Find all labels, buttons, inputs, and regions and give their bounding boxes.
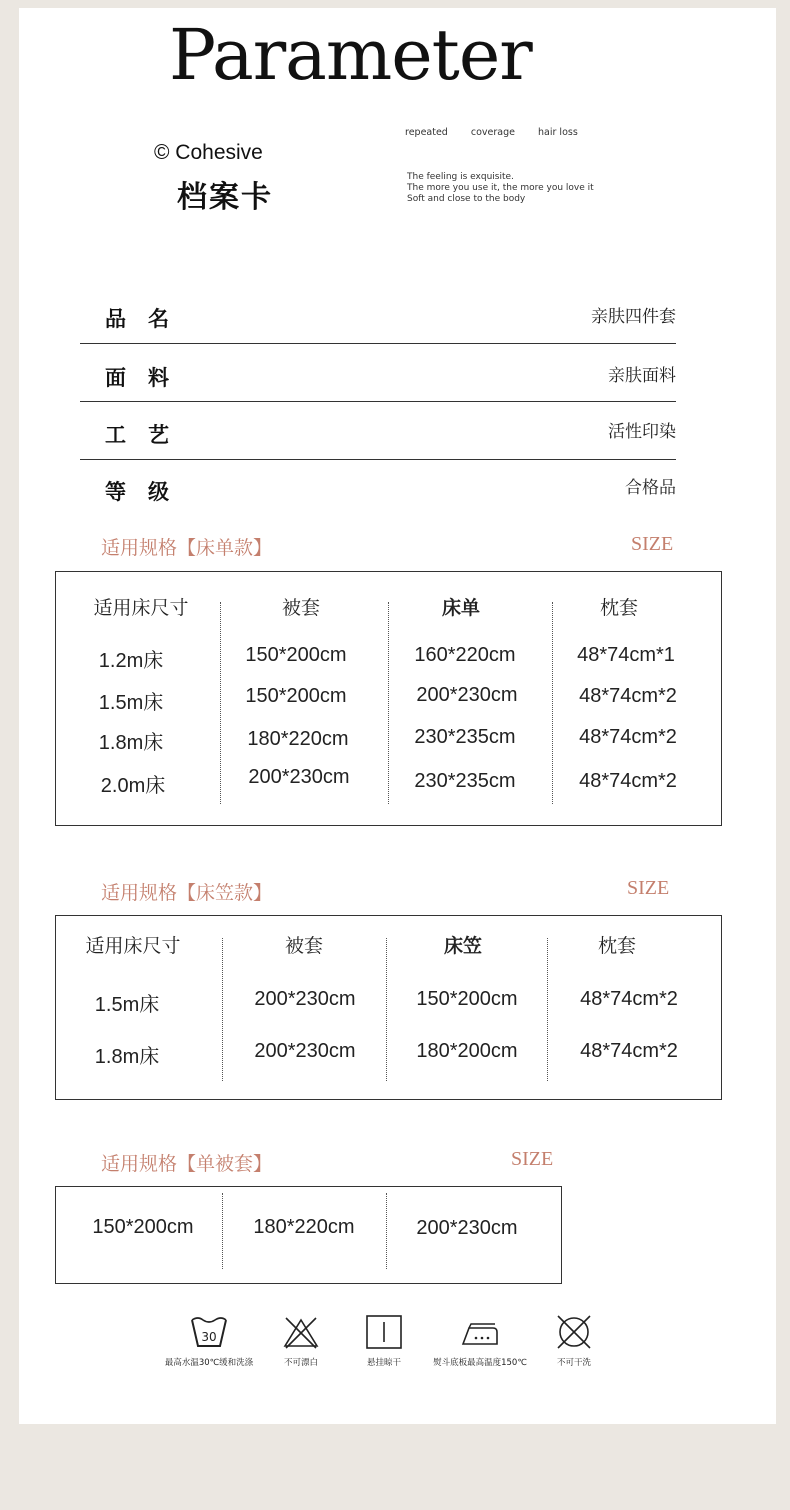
card-name: 档案卡 bbox=[177, 180, 273, 215]
param-value: 活性印染 bbox=[608, 422, 676, 442]
care-item-wash bbox=[157, 1314, 261, 1368]
care-label: 不可漂白 bbox=[283, 1358, 318, 1368]
care-item-iron bbox=[429, 1314, 531, 1368]
table-cell: 48*74cm*1 bbox=[577, 644, 675, 666]
column-divider bbox=[547, 938, 548, 1081]
no-dry-clean-icon bbox=[554, 1314, 594, 1350]
table-cell: 48*74cm*2 bbox=[579, 726, 677, 748]
flat-sheet-section-title: 适用规格【床单款】 bbox=[101, 537, 273, 559]
param-label: 面料 bbox=[105, 366, 191, 390]
slogan-line: The more you use it, the more you love it bbox=[407, 183, 594, 193]
table-cell: 160*220cm bbox=[414, 644, 516, 666]
table-header: 床笠 bbox=[443, 935, 482, 957]
slogan-line: The feeling is exquisite. bbox=[407, 172, 514, 182]
table-header: 床单 bbox=[441, 597, 480, 619]
fitted-sheet-section-title: 适用规格【床笠款】 bbox=[101, 882, 273, 904]
slogan bbox=[407, 172, 594, 205]
flat-sheet-size-label: SIZE bbox=[631, 533, 674, 555]
table-cell: 48*74cm*2 bbox=[580, 1040, 678, 1062]
tag-item: hair loss bbox=[538, 127, 578, 138]
table-cell: 1.2m床 bbox=[98, 650, 164, 672]
table-cell: 180*200cm bbox=[416, 1040, 518, 1062]
no-bleach-icon bbox=[281, 1314, 321, 1350]
param-row-process bbox=[80, 402, 676, 460]
care-label: 悬挂晾干 bbox=[366, 1358, 401, 1368]
table-cell: 2.0m床 bbox=[100, 775, 166, 797]
slogan-line: Soft and close to the body bbox=[407, 194, 526, 204]
table-cell: 48*74cm*2 bbox=[580, 988, 678, 1010]
param-value: 亲肤面料 bbox=[608, 366, 676, 386]
table-cell: 180*220cm bbox=[253, 1216, 355, 1238]
fitted-sheet-size-label: SIZE bbox=[627, 877, 670, 899]
iron-150-icon bbox=[460, 1314, 500, 1350]
tag-item: coverage bbox=[470, 127, 515, 138]
param-value: 合格品 bbox=[625, 478, 676, 498]
wash-30-icon bbox=[189, 1314, 229, 1350]
table-cell: 48*74cm*2 bbox=[579, 770, 677, 792]
table-cell: 150*200cm bbox=[416, 988, 518, 1010]
care-item-bleach bbox=[274, 1314, 328, 1368]
table-cell: 1.5m床 bbox=[98, 692, 164, 714]
table-cell: 1.5m床 bbox=[94, 994, 160, 1016]
wash-temp-text: 30 bbox=[201, 1330, 217, 1344]
care-label: 不可干洗 bbox=[556, 1358, 591, 1368]
table-header: 被套 bbox=[284, 935, 323, 957]
table-cell: 200*230cm bbox=[248, 766, 350, 788]
care-item-hang-dry bbox=[357, 1314, 411, 1368]
param-label: 工艺 bbox=[105, 423, 191, 447]
column-divider bbox=[388, 602, 389, 804]
param-row-fabric bbox=[80, 344, 676, 402]
table-cell: 150*200cm bbox=[245, 644, 347, 666]
table-cell: 150*200cm bbox=[245, 685, 347, 707]
param-row-grade bbox=[80, 460, 676, 518]
table-cell: 200*230cm bbox=[254, 1040, 356, 1062]
table-cell: 200*230cm bbox=[416, 684, 518, 706]
flat-sheet-table bbox=[55, 571, 722, 826]
table-cell: 1.8m床 bbox=[98, 732, 164, 754]
table-cell: 1.8m床 bbox=[94, 1046, 160, 1068]
param-row-name bbox=[80, 286, 676, 344]
duvet-cover-section-title: 适用规格【单被套】 bbox=[101, 1153, 273, 1175]
column-divider bbox=[552, 602, 553, 804]
table-cell: 200*230cm bbox=[416, 1217, 518, 1239]
care-label: 最高水温30℃缓和洗涤 bbox=[164, 1358, 254, 1368]
table-header: 枕套 bbox=[597, 935, 636, 957]
table-cell: 230*235cm bbox=[414, 726, 516, 748]
param-label: 品名 bbox=[105, 307, 191, 331]
tag-item: repeated bbox=[405, 127, 448, 138]
table-cell: 150*200cm bbox=[92, 1216, 194, 1238]
table-header: 被套 bbox=[281, 597, 320, 619]
table-header: 适用床尺寸 bbox=[93, 597, 189, 619]
table-cell: 200*230cm bbox=[254, 988, 356, 1010]
tag-list bbox=[405, 127, 598, 138]
column-divider bbox=[220, 602, 221, 804]
hang-dry-icon bbox=[364, 1314, 404, 1350]
page-sheet bbox=[19, 8, 776, 1424]
table-cell: 230*235cm bbox=[414, 770, 516, 792]
care-item-dry-clean bbox=[545, 1314, 603, 1368]
column-divider bbox=[222, 1193, 223, 1269]
duvet-cover-size-label: SIZE bbox=[511, 1148, 554, 1170]
column-divider bbox=[386, 1193, 387, 1269]
table-header: 适用床尺寸 bbox=[85, 935, 181, 957]
care-label: 熨斗底板最高温度150℃ bbox=[433, 1358, 527, 1368]
param-value: 亲肤四件套 bbox=[591, 307, 676, 327]
table-header: 枕套 bbox=[599, 597, 638, 619]
fitted-sheet-table bbox=[55, 915, 722, 1100]
column-divider bbox=[222, 938, 223, 1081]
page-title: Parameter bbox=[169, 14, 532, 96]
brand-name: © Cohesive bbox=[154, 141, 263, 164]
param-label: 等级 bbox=[105, 480, 191, 504]
table-cell: 180*220cm bbox=[247, 728, 349, 750]
column-divider bbox=[386, 938, 387, 1081]
duvet-cover-table bbox=[55, 1186, 562, 1284]
table-cell: 48*74cm*2 bbox=[579, 685, 677, 707]
parameter-list bbox=[80, 286, 676, 518]
